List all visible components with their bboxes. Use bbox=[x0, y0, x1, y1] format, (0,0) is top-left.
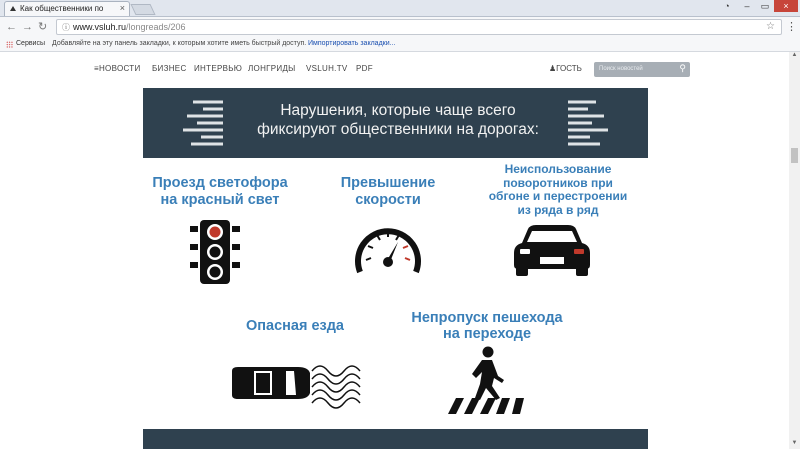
speeding-line-1: Превышение bbox=[340, 175, 436, 191]
browser-menu-icon[interactable]: ⋮ bbox=[786, 21, 797, 33]
tab-title: Как общественники по bbox=[20, 4, 104, 13]
banner-line-2: фиксируют общественники на дорогах: bbox=[257, 121, 539, 138]
car-rear-icon bbox=[512, 225, 592, 277]
tab-close-icon[interactable]: × bbox=[119, 3, 125, 13]
no-signals-line-2: поворотников при bbox=[503, 175, 613, 190]
next-section-banner bbox=[143, 429, 648, 449]
search-input[interactable]: Поиск новостей bbox=[599, 66, 643, 72]
no-signals-line-4: из ряда в ряд bbox=[517, 202, 599, 217]
violation-red-light-title bbox=[140, 175, 300, 209]
decorative-lines-right bbox=[566, 96, 646, 150]
back-arrow-icon[interactable]: ← bbox=[6, 21, 17, 33]
profile-icon[interactable]: ◔ bbox=[724, 1, 730, 11]
search-icon[interactable]: ⚲ bbox=[679, 63, 686, 73]
apps-grid-icon[interactable] bbox=[6, 41, 13, 48]
nav-interview[interactable]: ИНТЕРВЬЮ bbox=[194, 64, 243, 73]
red-light-line-2: на красный свет bbox=[160, 192, 280, 208]
tab-strip bbox=[0, 0, 800, 17]
close-window-icon[interactable]: × bbox=[774, 0, 798, 12]
address-bar[interactable] bbox=[56, 19, 782, 35]
news-search[interactable] bbox=[594, 62, 690, 77]
new-tab-button[interactable] bbox=[130, 4, 155, 15]
traffic-light-icon bbox=[188, 220, 242, 284]
speedometer-icon bbox=[352, 220, 424, 276]
minimize-icon[interactable]: – bbox=[744, 1, 750, 11]
headline-banner bbox=[143, 88, 648, 158]
scrollbar-thumb[interactable] bbox=[791, 148, 798, 163]
violation-dangerous-title bbox=[220, 318, 370, 335]
nav-tv[interactable]: VSLUH.TV bbox=[306, 64, 348, 73]
url-path: /longreads/206 bbox=[126, 22, 186, 32]
red-light-line-1: Проезд светофора bbox=[152, 175, 288, 191]
bookmark-star-icon[interactable]: ☆ bbox=[766, 21, 775, 32]
user-login-link[interactable] bbox=[549, 64, 582, 73]
apps-link[interactable]: Сервисы bbox=[16, 40, 46, 47]
scroll-up-icon[interactable]: ▲ bbox=[791, 52, 798, 58]
page-content bbox=[0, 52, 789, 449]
maximize-icon[interactable]: ▭ bbox=[760, 1, 770, 11]
no-signals-line-1: Неиспользование bbox=[504, 162, 612, 176]
nav-pdf[interactable]: PDF bbox=[356, 64, 373, 73]
favicon-icon bbox=[9, 5, 17, 13]
nav-news[interactable]: ≡НОВОСТИ bbox=[94, 64, 141, 73]
user-icon: ♟ bbox=[549, 64, 557, 73]
speeding-line-2: скорости bbox=[355, 192, 421, 208]
banner-headline bbox=[223, 101, 573, 139]
browser-toolbar bbox=[0, 17, 800, 38]
violation-pedestrian-title bbox=[392, 310, 582, 342]
url-text[interactable] bbox=[73, 22, 186, 32]
pedestrian-line-1: Непропуск пешехода bbox=[411, 310, 563, 326]
violation-speeding-title bbox=[318, 175, 458, 209]
nav-business[interactable]: БИЗНЕС bbox=[152, 64, 187, 73]
dangerous-line-1: Опасная езда bbox=[245, 318, 345, 334]
bookmarks-bar bbox=[0, 38, 800, 52]
no-signals-line-3: обгоне и перестроении bbox=[488, 189, 628, 203]
url-domain: www.vsluh.ru bbox=[73, 22, 127, 32]
forward-arrow-icon[interactable]: → bbox=[22, 21, 33, 33]
scroll-down-icon[interactable]: ▼ bbox=[791, 440, 798, 446]
violation-no-signals-title bbox=[478, 163, 638, 217]
banner-line-1: Нарушения, которые чаще всего bbox=[280, 102, 516, 119]
browser-tab[interactable] bbox=[4, 1, 130, 16]
user-label: ГОСТЬ bbox=[556, 64, 582, 73]
page-info-icon[interactable]: ⓘ bbox=[62, 23, 70, 32]
bookmarks-hint: Добавляйте на эту панель закладки, к которым хотите иметь быстрый доступ. bbox=[52, 40, 307, 47]
page-scrollbar[interactable] bbox=[789, 52, 800, 449]
reload-icon[interactable]: ↻ bbox=[38, 21, 48, 33]
import-bookmarks-link[interactable]: Импортировать закладки... bbox=[308, 40, 396, 47]
decorative-lines-left bbox=[145, 96, 225, 150]
nav-longreads[interactable]: ЛОНГРИДЫ bbox=[248, 64, 296, 73]
pedestrian-line-2: на переходе bbox=[442, 326, 532, 342]
swerving-car-icon bbox=[228, 357, 368, 412]
pedestrian-crossing-icon bbox=[444, 346, 530, 416]
